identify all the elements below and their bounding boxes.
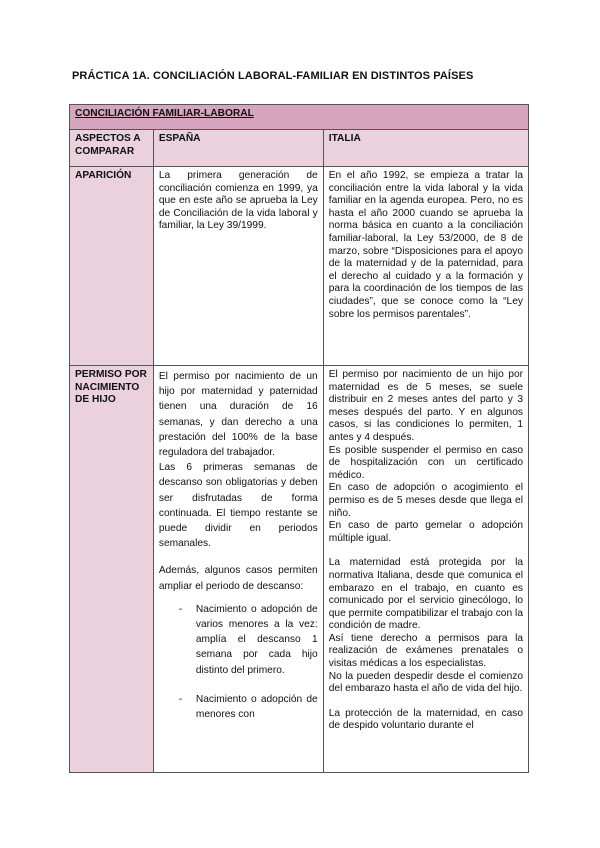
aspect-label-permiso: PERMISO POR NACIMIENTO DE HIJO bbox=[70, 366, 154, 773]
italy-paragraph: El permiso por nacimiento de un hijo por maternidad es de 5 meses, se suele distribuir en 2 meses antes del parto y 3 meses después del parto. Y en algunos casos, si las condiciones lo permiten, 1 antes y 4 después. bbox=[328, 369, 523, 443]
spain-extension-list bbox=[159, 602, 318, 722]
italy-paragraph: En caso de adopción o acogimiento el permiso es de 5 meses desde que llega el niño. bbox=[328, 482, 523, 519]
table-row-aparicion bbox=[70, 167, 529, 366]
italy-cell-aparicion: En el año 1992, se empieza a tratar la conciliación entre la vida laboral y la vida familiar en la agenda europea. Pero, no es hasta el año 2000 cuando se aprueba la norma básica en cuanto a la conciliación familiar-laboral, la Ley 53/2000, de 8 de marzo, sobre “Disposiciones para el apoyo de la maternidad y de la paternidad, para el derecho al cuidado y a la formación y para la coordinación de los tiempos de las ciudades”, que se conoce como la “Ley sobre los permisos parentales”. bbox=[323, 167, 528, 366]
list-item bbox=[159, 692, 318, 722]
spain-cell-permiso bbox=[153, 366, 323, 773]
italy-paragraph: En caso de parto gemelar o adopción múltiple igual. bbox=[328, 520, 523, 544]
column-header-spain: ESPAÑA bbox=[153, 130, 323, 167]
table-row-permiso bbox=[70, 366, 529, 773]
spain-paragraph: Las 6 primeras semanas de descanso son obligatorias y deben ser disfrutadas de forma continuada. El tiempo restante se puede dividir en periodos semanales. bbox=[158, 462, 318, 550]
list-marker: - bbox=[178, 603, 183, 615]
spain-cell-aparicion: La primera generación de conciliación comienza en 1999, ya que en este año se aprueba la Ley de Conciliación de la vida laboral y familiar, la Ley 39/1999. bbox=[153, 167, 323, 366]
list-item-text: Nacimiento o adopción de varios menores a la vez: amplía el descanso 1 semana por cada hijo distinto del primero. bbox=[195, 603, 318, 676]
document-title: PRÁCTICA 1A. CONCILIACIÓN LABORAL-FAMILIAR EN DISTINTOS PAÍSES bbox=[72, 70, 474, 82]
italy-paragraph: La protección de la maternidad, en caso de despido voluntario durante el bbox=[328, 707, 523, 732]
column-header-aspects: ASPECTOS A COMPARAR bbox=[70, 130, 154, 167]
table-header: CONCILIACIÓN FAMILIAR-LABORAL bbox=[70, 105, 529, 130]
italy-cell-permiso bbox=[323, 366, 528, 773]
italy-paragraph: Así tiene derecho a permisos para la realización de exámenes prenatales o visitas médicas a los especialistas. bbox=[328, 632, 523, 670]
list-item bbox=[159, 602, 318, 678]
column-header-italy: ITALIA bbox=[323, 130, 528, 167]
list-item-text: Nacimiento o adopción de menores con bbox=[195, 693, 318, 721]
comparison-table bbox=[69, 104, 529, 773]
list-marker: - bbox=[178, 693, 183, 705]
italy-paragraph: No la pueden despedir desde el comienzo del embarazo hasta el año de vida del hijo. bbox=[328, 670, 523, 695]
italy-paragraph: Es posible suspender el permiso en caso de hospitalización con un certificado médico. bbox=[328, 444, 523, 481]
italy-paragraph: La maternidad está protegida por la normativa Italiana, desde que comunica el embarazo en el trabajo, en cuanto es comunicado por el servicio ginecólogo, lo que permite compatibilizar el trabajo con la condición de madre. bbox=[328, 557, 523, 632]
aspect-label-aparicion: APARICIÓN bbox=[70, 167, 154, 366]
spain-paragraph: El permiso por nacimiento de un hijo por maternidad y paternidad tienen una duración de 16 semanas, y dan derecho a una prestación del 100% de la base reguladora del trabajador. bbox=[158, 371, 318, 459]
spain-paragraph: Además, algunos casos permiten ampliar el periodo de descanso: bbox=[158, 565, 318, 592]
